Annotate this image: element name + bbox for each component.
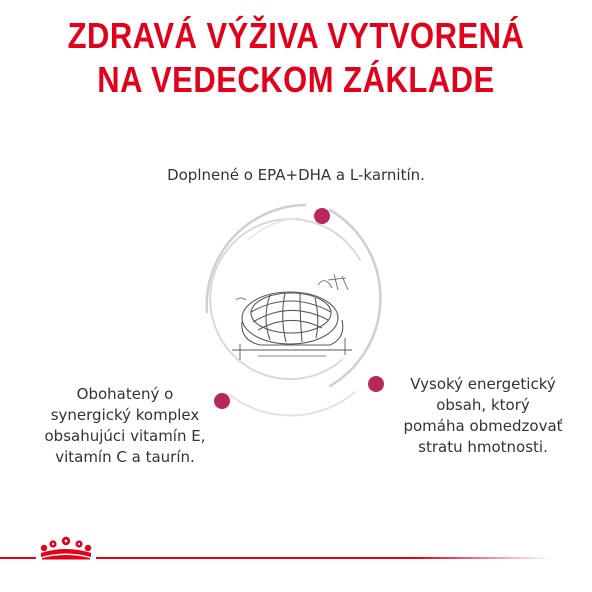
headline-line-1: ZDRAVÁ VÝŽIVA VYTVORENÁ [67, 15, 525, 56]
kibble-sketch-icon [232, 274, 352, 360]
footer-rule-left [0, 557, 36, 559]
ring-outer-right [330, 210, 380, 386]
benefit-right-line-3: pomáha obmedzovať [403, 417, 563, 435]
ring-inner [210, 219, 360, 379]
benefit-right-caption [378, 374, 588, 458]
benefit-right-line-1: Vysoký energetický [410, 375, 556, 393]
benefit-left-line-3: obsahujúci vitamín E, [44, 427, 206, 445]
benefit-top-caption [0, 165, 592, 186]
footer-rule-right [96, 557, 552, 559]
dot-top [314, 208, 330, 224]
royal-canin-crown-logo [38, 536, 94, 560]
benefit-left-caption [20, 384, 230, 468]
benefit-left-line-1: Obohatený o [76, 385, 174, 403]
benefit-left-line-4: vitamín C a taurín. [55, 448, 195, 466]
benefit-right-line-4: stratu hmotnosti. [418, 438, 548, 456]
headline-line-2: NA VEDECKOM ZÁKLADE [97, 59, 495, 100]
ring-outer-bottom-left [230, 392, 355, 415]
benefit-top-line-1: Doplnené o EPA+DHA a L-karnitín. [167, 166, 425, 184]
benefit-right-line-2: obsah, ktorý [436, 396, 530, 414]
benefit-left-line-2: synergický komplex [50, 406, 200, 424]
